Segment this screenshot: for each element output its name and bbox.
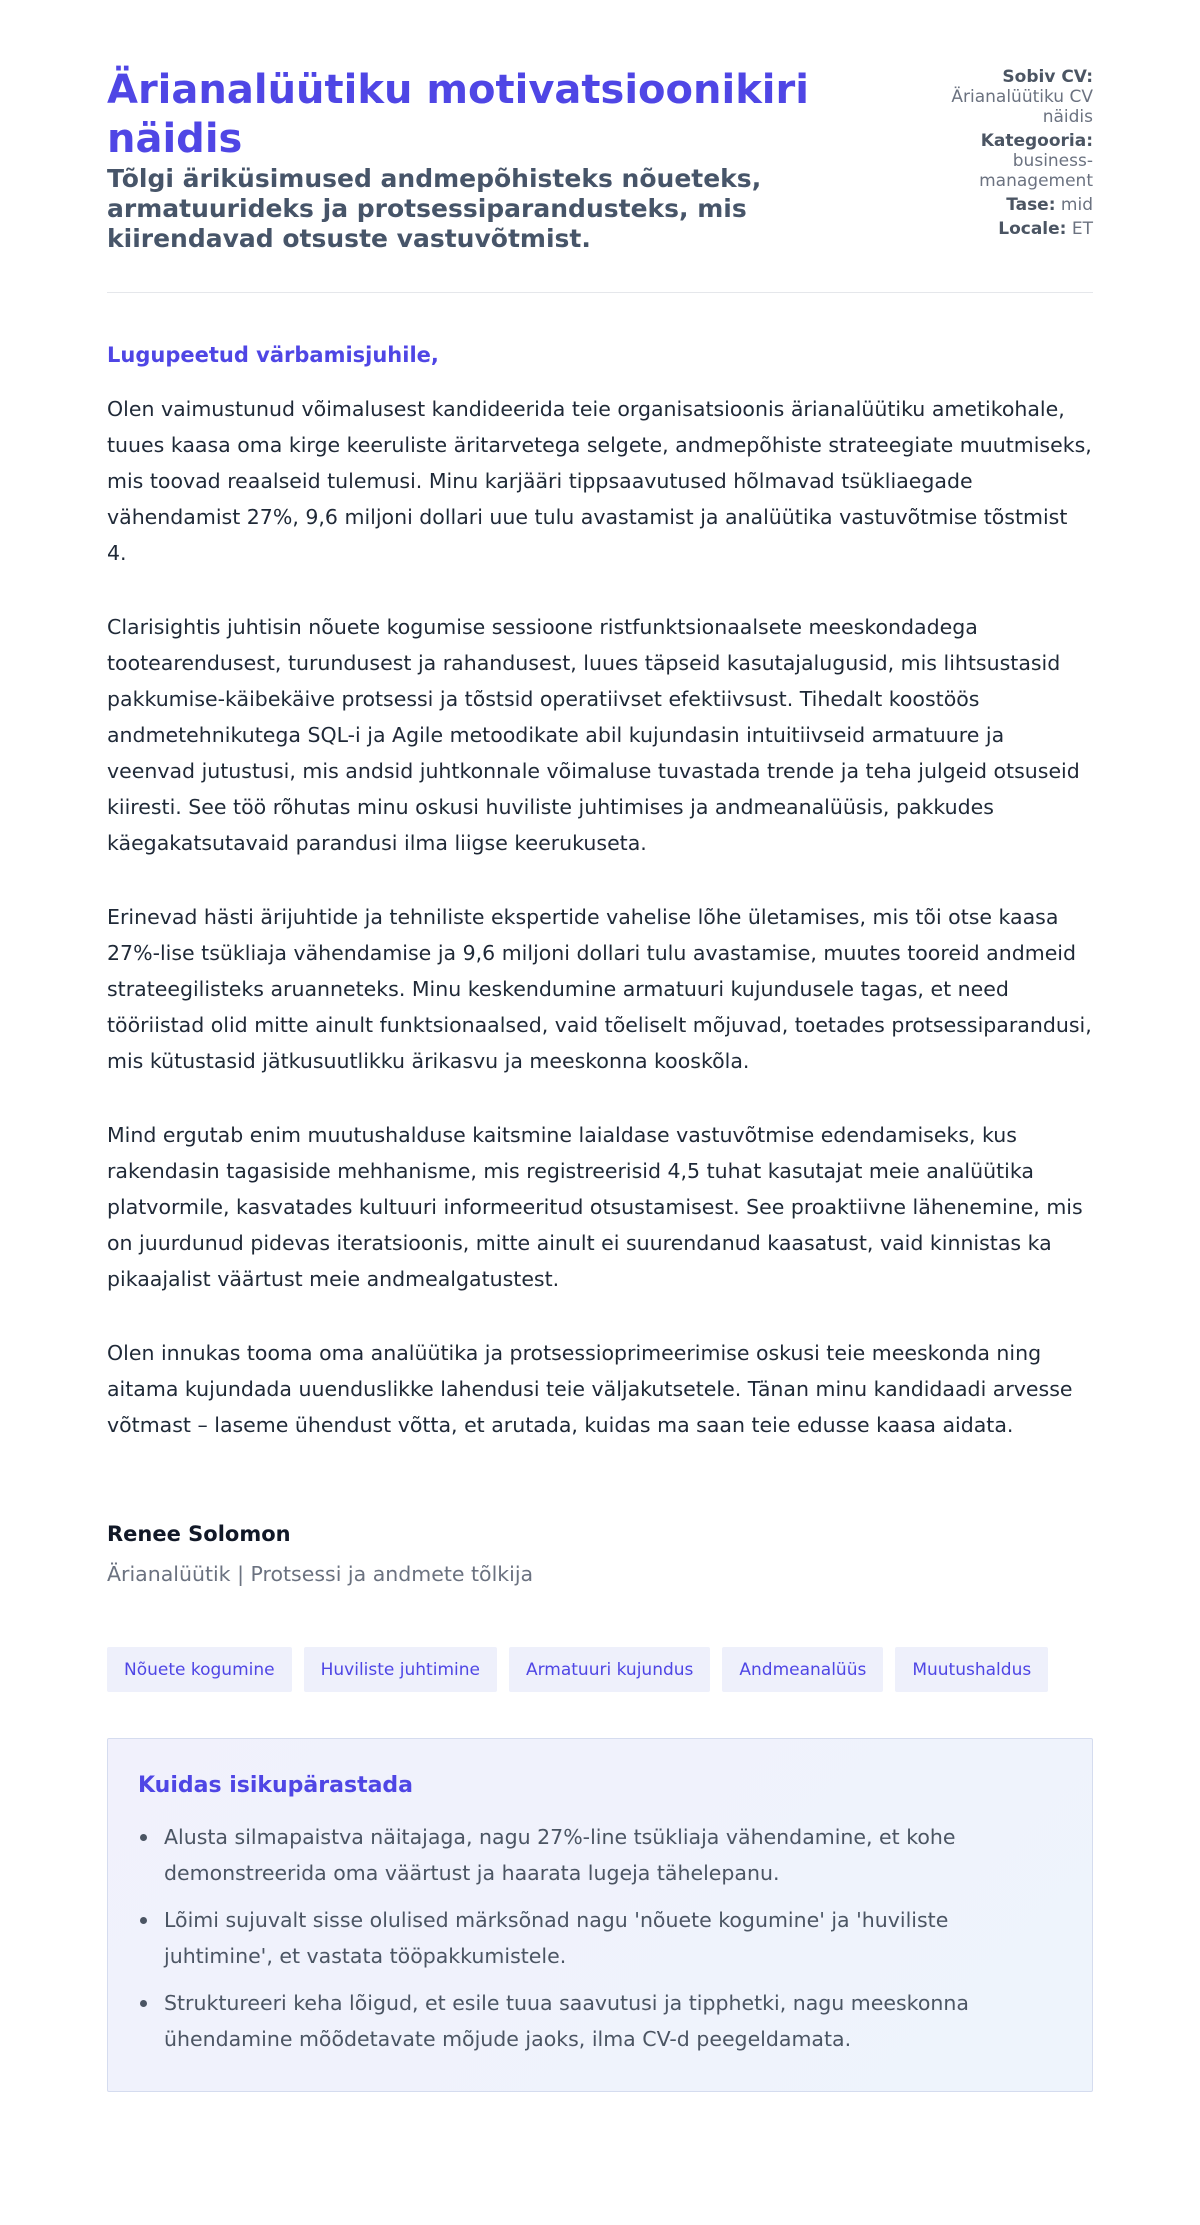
meta-value: business-management <box>979 151 1093 191</box>
meta-key: Tase: <box>1006 195 1056 215</box>
tips-list-item <box>138 1902 1062 1974</box>
personalization-tips-box <box>107 1738 1093 2092</box>
letter-paragraph: Clarisightis juhtisin nõuete kogumise sessioone ristfunktsionaalsete meeskondadega tootearendusest, turundusest ja rahandusest, luues täpseid kasutajalugusid, mis lihtsustasid pakkumise-käibekäive protsessi ja tõstsid operatiivset efektiivsust. Tihedalt koostöös andmetehnikutega SQL-i ja Agile metoodikate abil kujundasin intuitiivseid armatuure ja veenvad jutustusi, mis andsid juhtkonnale võimaluse tuvastada trende ja teha julgeid otsuseid kiiresti. See töö rõhutas minu oskusi huviliste juhtimises ja andmeanalüüsis, pakkudes käegakatsutavaid parandusi ilma liigse keerukuseta. <box>107 615 1080 855</box>
skill-tag: Armatuuri kujundus <box>509 1647 710 1692</box>
bullet-icon <box>140 1917 147 1924</box>
skill-tag: Nõuete kogumine <box>107 1647 292 1692</box>
letter-paragraph: Erinevad hästi ärijuhtide ja tehniliste ekspertide vahelise lõhe ületamises, mis tõi otse kaasa 27%-lise tsükliaja vähendamise ja 9,6 miljoni dollari tulu avastamise, muutes tooreid andmeid strateegilisteks aruanneteks. Minu keskendumine armatuuri kujundusele tagas, et need tööriistad olid mitte ainult funktsionaalsed, vaid tõeliselt mõjuvad, toetades protsessiparandusi, mis kütustasid jätkusuutlikku ärikasvu ja meeskonna kooskõla. <box>107 905 1092 1073</box>
meta-suitable-cv <box>943 67 1093 127</box>
skill-tags <box>107 1647 1093 1692</box>
tips-list <box>138 1819 1062 2057</box>
meta-value: mid <box>1060 195 1093 215</box>
letter-paragraph: Olen vaimustunud võimalusest kandideerida teie organisatsioonis ärianalüütiku ametikohale, tuues kaasa oma kirge keeruliste äritarvetega selgete, andmepõhiste strateegiate muutmiseks, mis toovad reaalseid tulemusi. Minu karjääri tippsaavutused hõlmavad tsükliaegade vähendamist 27%, 9,6 miljoni dollari uue tulu avastamist ja analüütika vastuvõtmise tõstmist 4. <box>107 397 1092 565</box>
signature-block <box>107 1519 1093 1589</box>
header-titles <box>107 66 847 254</box>
skill-tag: Huviliste juhtimine <box>304 1647 497 1692</box>
meta-level <box>943 195 1093 215</box>
meta-value: ET <box>1071 219 1093 239</box>
meta-value: Ärianalüütiku CV näidis <box>951 87 1093 127</box>
tips-title: Kuidas isikupärastada <box>138 1773 414 1798</box>
tips-item-text: Alusta silmapaistva näitajaga, nagu 27%-line tsükliaja vähendamine, et kohe demonstreerida oma väärtust ja haarata lugeja tähelepanu. <box>164 1825 956 1885</box>
signature-role: Ärianalüütik | Protsessi ja andmete tõlkija <box>107 1562 534 1586</box>
meta-key: Locale: <box>998 219 1067 239</box>
page-subtitle: Tõlgi äriküsimused andmepõhisteks nõueteks, armatuurideks ja protsessiparandusteks, mis kiirendavad otsuste vastuvõtmist. <box>107 164 762 253</box>
tips-list-item <box>138 1819 1062 1891</box>
meta-category <box>943 131 1093 191</box>
letter-body <box>107 293 1093 1443</box>
skill-tag: Muutushaldus <box>895 1647 1048 1692</box>
signature-name: Renee Solomon <box>107 1522 291 1546</box>
skill-tag: Andmeanalüüs <box>722 1647 883 1692</box>
meta-panel <box>943 66 1093 243</box>
meta-key: Kategooria: <box>980 131 1093 151</box>
meta-key: Sobiv CV: <box>1002 67 1093 87</box>
page-header <box>107 66 1093 293</box>
salutation: Lugupeetud värbamisjuhile, <box>107 343 439 367</box>
meta-locale <box>943 219 1093 239</box>
tips-item-text: Lõimi sujuvalt sisse olulised märksõnad nagu 'nõuete kogumine' ja 'huviliste juhtimine', et vastata tööpakkumistele. <box>164 1908 949 1968</box>
page-title: Ärianalüütiku motivatsioonikiri näidis <box>107 67 809 162</box>
tips-list-item <box>138 1985 1062 2057</box>
tips-item-text: Struktureeri keha lõigud, et esile tuua saavutusi ja tipphetki, nagu meeskonna ühendamine mõõdetavate mõjude jaoks, ilma CV-d peegeldamata. <box>164 1991 969 2051</box>
bullet-icon <box>140 2000 147 2007</box>
bullet-icon <box>140 1834 147 1841</box>
letter-paragraph: Mind ergutab enim muutushalduse kaitsmine laialdase vastuvõtmise edendamiseks, kus rakendasin tagasiside mehhanisme, mis registreerisid 4,5 tuhat kasutajat meie analüütika platvormile, kasvatades kultuuri informeeritud otsustamisest. See proaktiivne lähenemine, mis on juurdunud pidevas iteratsioonis, mitte ainult ei suurendanud kaasatust, vaid kinnistas ka pikaajalist väärtust meie andmealgatustest. <box>107 1123 1083 1291</box>
letter-paragraph: Olen innukas tooma oma analüütika ja protsessioprimeerimise oskusi teie meeskonda ning aitama kujundada uuenduslikke lahendusi teie väljakutsetele. Tänan minu kandidaadi arvesse võtmast – laseme ühendust võtta, et arutada, kuidas ma saan teie edusse kaasa aidata. <box>107 1341 1073 1437</box>
